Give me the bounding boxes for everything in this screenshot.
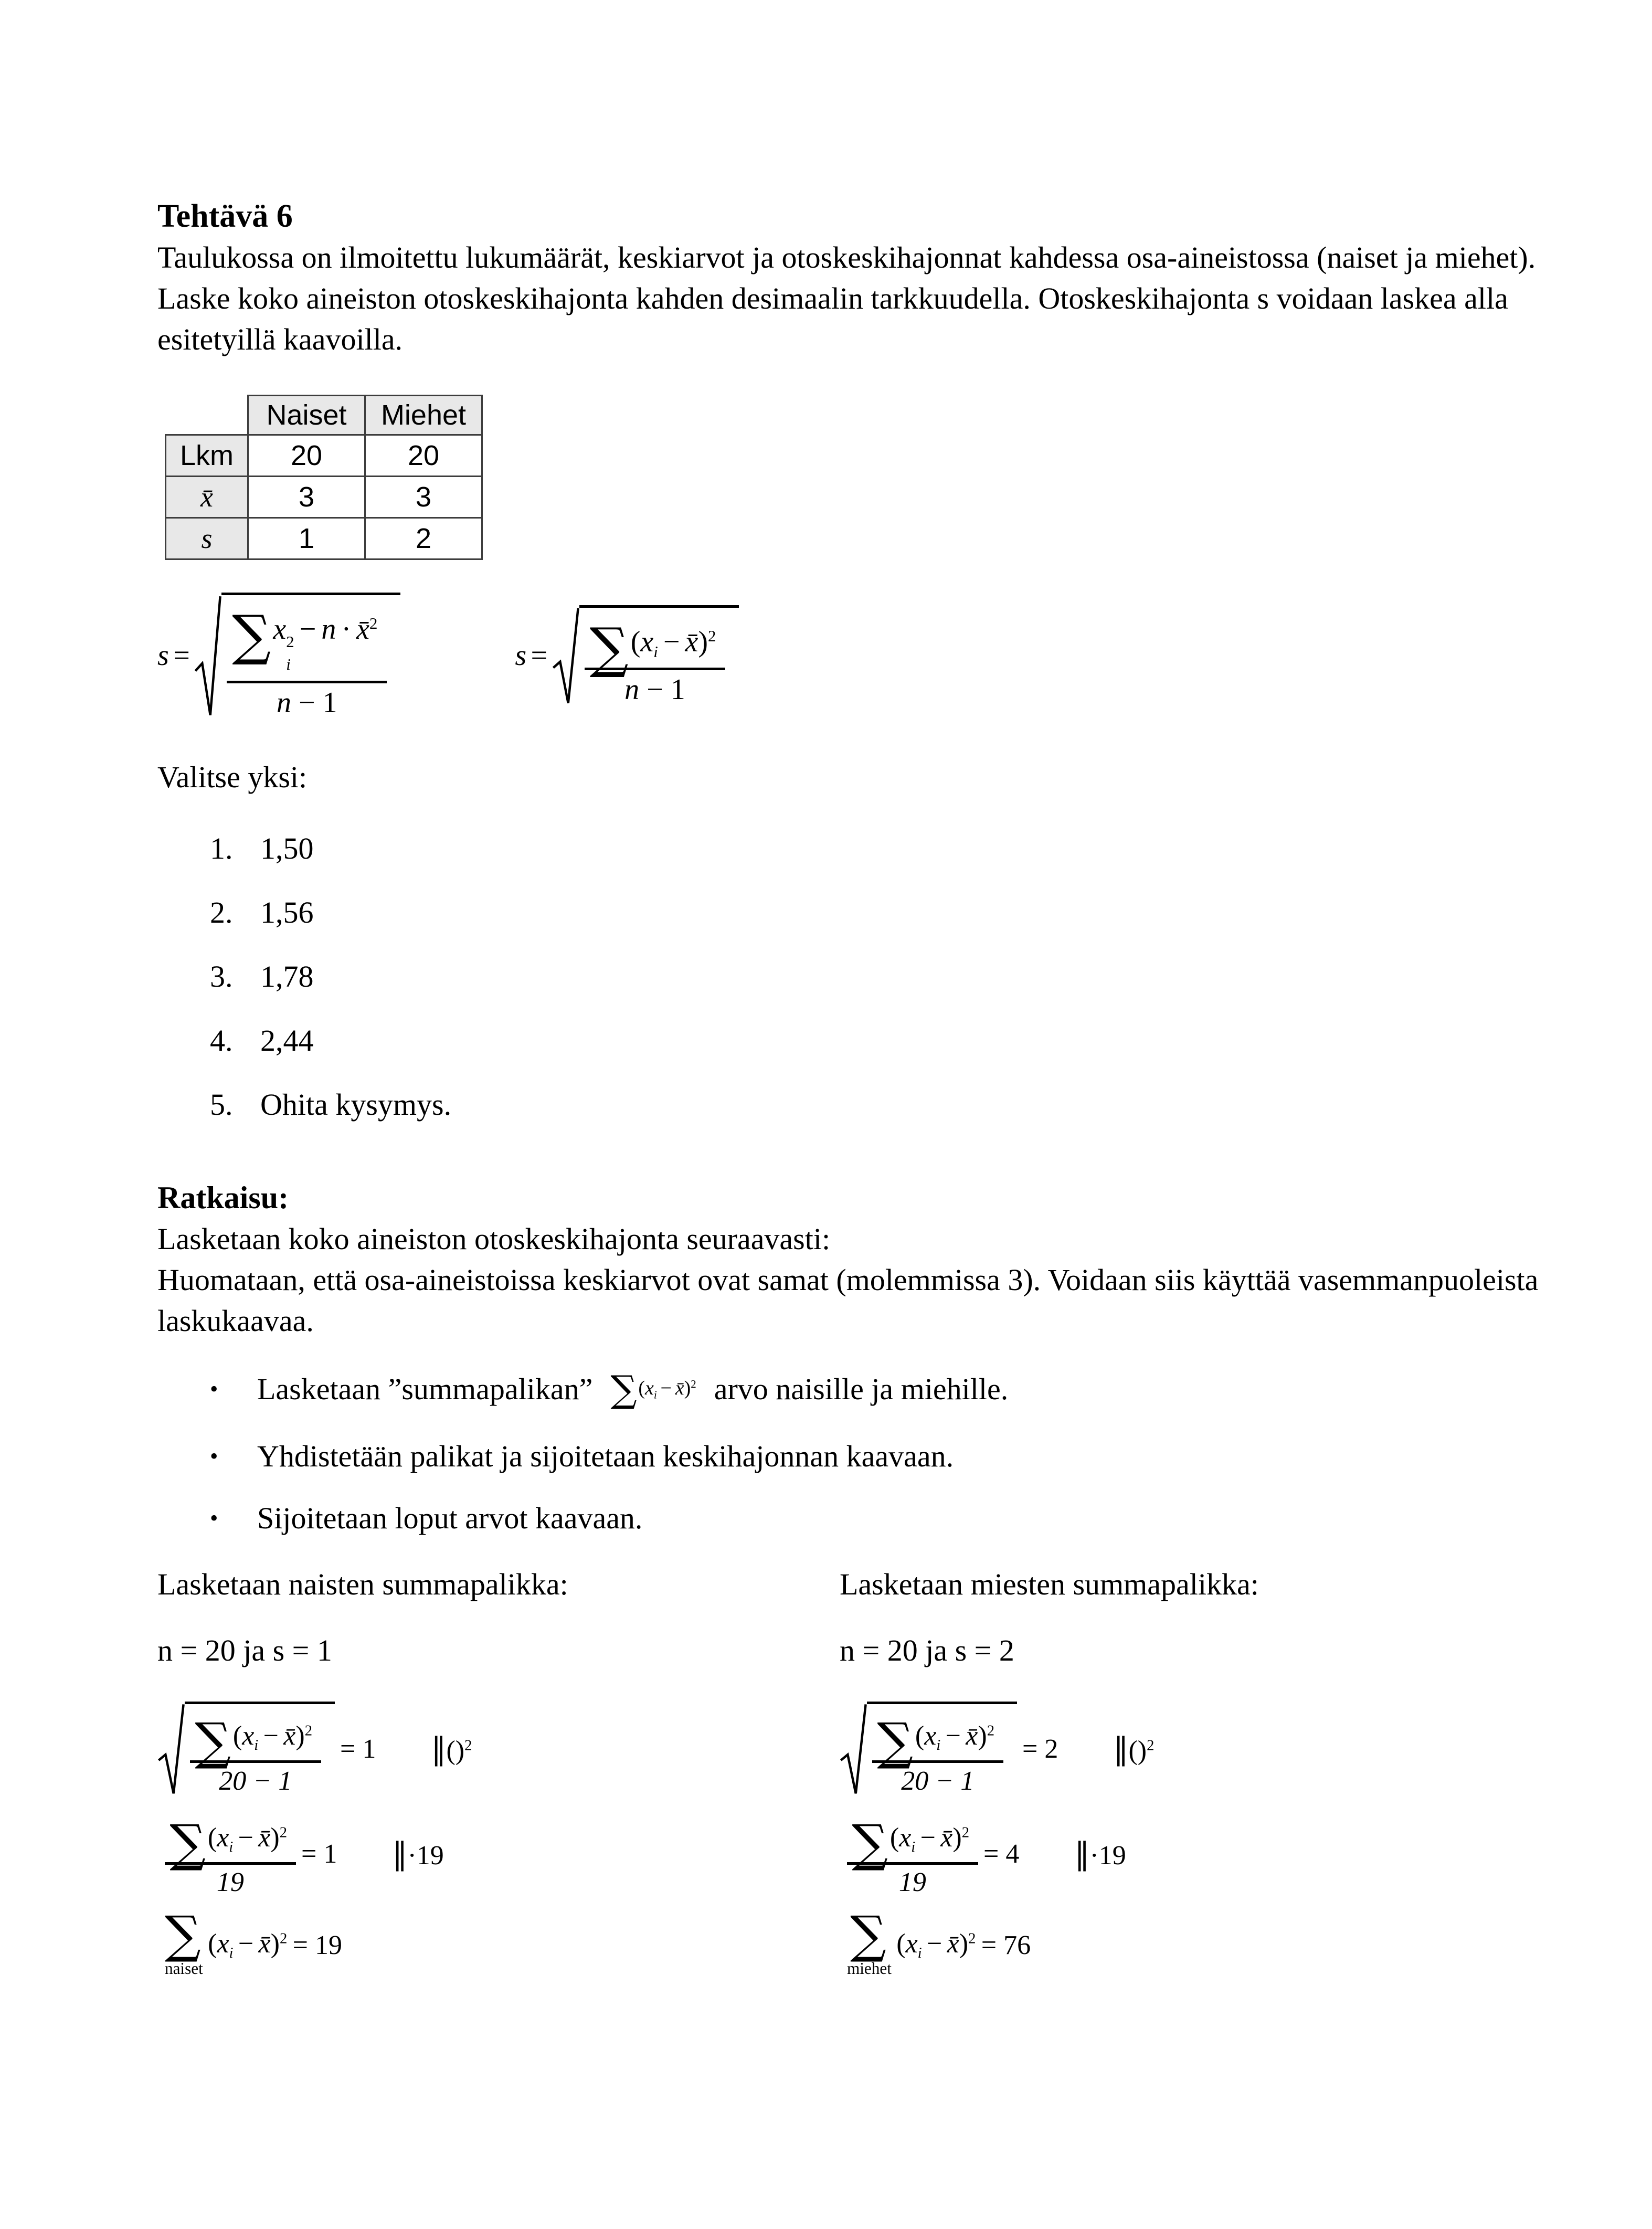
bullet-1-pre: Lasketaan ”summapalikan” xyxy=(257,1372,593,1406)
times-19: ·19 xyxy=(1089,1841,1126,1871)
sum-symbol: ∑ xyxy=(232,604,271,668)
xi-minus-xbar-squared xyxy=(208,1928,287,1962)
numerator xyxy=(585,612,726,680)
equals-sign: = xyxy=(983,1839,999,1869)
var-xbar: x̄ xyxy=(685,626,698,659)
equation-result xyxy=(981,1930,1031,1961)
double-bar: ‖ xyxy=(1113,1731,1129,1767)
choices-prompt: Valitse yksi: xyxy=(157,759,308,794)
times-19: ·19 xyxy=(407,1841,444,1871)
bullet-marker: • xyxy=(210,1376,218,1402)
sum-limit-label: miehet xyxy=(847,1959,892,1978)
equation-result xyxy=(293,1930,342,1961)
var-n: n xyxy=(321,613,336,646)
denominator: 19 xyxy=(165,1862,296,1898)
page-title: Tehtävä 6 xyxy=(157,198,293,234)
cell-sd-naiset: 1 xyxy=(248,518,365,559)
row-label-xbar: x̄ xyxy=(166,477,248,518)
sum-symbol: ∑ xyxy=(877,1712,914,1771)
square-root xyxy=(840,1702,1017,1797)
sub-i: i xyxy=(254,1737,259,1754)
naiset-eq-1 xyxy=(157,1702,840,1797)
right-paren: ) xyxy=(959,1929,969,1959)
multiply-by-19-note xyxy=(1074,1836,1126,1872)
var-x: x xyxy=(644,1377,654,1399)
result-value: 2 xyxy=(1044,1734,1058,1764)
equals-sign: = xyxy=(292,1930,308,1960)
inline-sum-formula: ∑ (xi − x̄)$^2$ xyxy=(610,1364,696,1415)
solution-bullets xyxy=(157,1364,1573,1539)
left-paren: ( xyxy=(638,1377,645,1399)
bullet-1 xyxy=(210,1364,1573,1415)
calculation-columns xyxy=(157,1564,1573,1977)
data-table xyxy=(165,395,483,560)
left-paren: ( xyxy=(896,1929,906,1959)
var-xbar: x̄ xyxy=(966,1721,978,1751)
sub-i: i xyxy=(653,643,658,661)
miehet-eq-2 xyxy=(847,1810,1573,1898)
var-xbar: x̄ xyxy=(283,1721,296,1751)
result-value: 76 xyxy=(1003,1930,1031,1960)
naiset-column xyxy=(157,1564,840,1977)
var-s: s xyxy=(515,639,527,672)
var-xbar: x̄ xyxy=(947,1929,959,1959)
denominator: 20 − 1 xyxy=(190,1760,321,1796)
minus-op: − xyxy=(660,1377,672,1399)
sum-symbol: ∑ xyxy=(195,1712,231,1771)
right-paren: ) xyxy=(978,1721,987,1751)
naiset-heading: Lasketaan naisten summapalikka: xyxy=(157,1567,568,1602)
equation-result xyxy=(983,1839,1019,1869)
sub-i: i xyxy=(653,1388,657,1401)
xi-minus-xbar-squared xyxy=(208,1823,287,1853)
denominator: 19 xyxy=(847,1862,978,1898)
minus-op: − xyxy=(238,1929,254,1959)
numerator xyxy=(872,1708,1003,1771)
table-row-mean xyxy=(166,477,482,518)
right-paren: ) xyxy=(698,626,708,659)
left-paren: ( xyxy=(630,626,641,659)
cell-sd-miehet: 2 xyxy=(365,518,482,559)
sum-symbol: ∑ xyxy=(850,1905,886,1964)
choice-option-4[interactable] xyxy=(210,1020,1573,1061)
miehet-eq-1 xyxy=(840,1702,1573,1797)
sup-2: 2 xyxy=(279,1824,288,1841)
choice-number: 4. xyxy=(210,1023,233,1058)
sup-2: 2 xyxy=(369,615,378,633)
right-paren: ) xyxy=(270,1822,280,1853)
xi-minus-xbar-squared xyxy=(896,1928,976,1962)
left-paren: ( xyxy=(208,1929,217,1959)
bullet-1-post: arvo naisille ja miehille. xyxy=(714,1372,1009,1406)
bullet-2 xyxy=(210,1436,1573,1477)
sub-i: i xyxy=(286,656,291,674)
parens: () xyxy=(1128,1736,1147,1766)
denominator xyxy=(227,681,387,719)
right-paren: ) xyxy=(684,1377,691,1399)
xi-minus-xbar-squared xyxy=(915,1721,995,1754)
formula-row xyxy=(157,593,1573,719)
bullet-marker: • xyxy=(210,1505,218,1531)
choice-option-1[interactable] xyxy=(210,828,1573,869)
minus-one: − 1 xyxy=(647,673,685,706)
fraction xyxy=(165,1810,296,1898)
sup-2: 2 xyxy=(1147,1737,1155,1754)
radical-icon xyxy=(194,593,221,719)
equals-sign: = xyxy=(301,1839,317,1869)
double-bar: ‖ xyxy=(392,1836,408,1872)
minus-op: − xyxy=(238,1822,253,1853)
choice-label: 1,56 xyxy=(260,895,314,929)
var-xbar: x̄ xyxy=(675,1377,684,1399)
equals-sign: = xyxy=(173,639,190,672)
multiply-by-19-note xyxy=(392,1836,443,1872)
table-header-miehet: Miehet xyxy=(365,396,482,435)
sum-symbol: ∑ xyxy=(165,1905,201,1964)
sum-symbol: ∑ xyxy=(852,1813,888,1873)
equals-sign: = xyxy=(981,1930,997,1960)
minus-op: − xyxy=(945,1721,961,1751)
var-xbar: x̄ xyxy=(258,1929,271,1959)
miehet-params: n = 20 ja s = 2 xyxy=(840,1633,1014,1668)
choice-label: 1,50 xyxy=(260,831,314,865)
sup-2: 2 xyxy=(968,1930,976,1947)
numerator xyxy=(227,599,387,681)
var-xbar: x̄ xyxy=(258,1822,271,1853)
var-x: x xyxy=(273,613,287,646)
sum-symbol: ∑ xyxy=(589,617,629,680)
sum-symbol: ∑ xyxy=(170,1813,206,1873)
result-value: 4 xyxy=(1005,1839,1020,1869)
sub-sup-stack xyxy=(286,634,294,673)
numerator xyxy=(847,1810,978,1873)
choice-option-2[interactable] xyxy=(210,892,1573,933)
solution-paragraph-2: Huomataan, että osa-aineistoissa keskiarvot ovat samat (molemmissa 3). Voidaan siis käyttää vasemmanpuoleista laskukaavaa. xyxy=(157,1262,1539,1338)
sub-i: i xyxy=(911,1839,916,1855)
equation-result xyxy=(340,1734,376,1765)
choice-number: 2. xyxy=(210,895,233,929)
left-paren: ( xyxy=(232,1721,242,1751)
result-value: 1 xyxy=(323,1839,337,1869)
minus-op: − xyxy=(663,626,680,659)
naiset-params: n = 20 ja s = 1 xyxy=(157,1633,332,1668)
minus-op: − xyxy=(920,1822,936,1853)
square-root xyxy=(157,1702,335,1797)
bullet-2-text: Yhdistetään palikat ja sijoitetaan keskihajonnan kaavaan. xyxy=(257,1439,954,1474)
choice-option-3[interactable] xyxy=(210,956,1573,997)
naiset-eq-2 xyxy=(165,1810,840,1898)
var-x: x xyxy=(905,1929,918,1959)
cell-mean-naiset: 3 xyxy=(248,477,365,518)
double-bar: ‖ xyxy=(431,1731,447,1767)
bullet-3-text: Sijoitetaan loput arvot kaavaan. xyxy=(257,1501,643,1536)
fraction xyxy=(847,1810,978,1898)
equation-result xyxy=(1022,1734,1058,1765)
var-x: x xyxy=(899,1822,912,1853)
sup-2: 2 xyxy=(691,1377,696,1390)
table-row-sd xyxy=(166,518,482,559)
sum-limit-label: naiset xyxy=(165,1959,203,1978)
sub-i: i xyxy=(917,1945,922,1962)
miehet-eq-3 xyxy=(847,1905,1573,1978)
formula-sd-definition xyxy=(515,605,739,706)
var-xbar: x̄ xyxy=(356,613,370,646)
bullet-3 xyxy=(210,1498,1573,1539)
parens: () xyxy=(446,1736,465,1766)
bullet-marker: • xyxy=(210,1443,218,1470)
equation-result xyxy=(301,1839,337,1869)
sqrt-content xyxy=(185,1702,335,1797)
cell-mean-miehet: 3 xyxy=(365,477,482,518)
miehet-column xyxy=(840,1564,1573,1977)
fraction xyxy=(585,612,726,706)
denominator: 20 − 1 xyxy=(872,1760,1003,1796)
minus-op: − xyxy=(299,613,316,646)
sup-2: 2 xyxy=(279,1930,288,1947)
table-row-lkm xyxy=(166,435,482,477)
numerator xyxy=(190,1708,321,1771)
var-x: x xyxy=(242,1721,255,1751)
choice-label: Ohita kysymys. xyxy=(260,1087,452,1122)
equals-sign: = xyxy=(340,1734,356,1764)
right-paren: ) xyxy=(952,1822,962,1853)
miehet-heading: Lasketaan miesten summapalikka: xyxy=(840,1567,1259,1602)
minus-one: − 1 xyxy=(298,686,337,719)
choice-number: 5. xyxy=(210,1087,233,1122)
xi-minus-xbar-squared xyxy=(630,626,716,661)
numerator xyxy=(165,1810,296,1873)
minus-op: − xyxy=(263,1721,279,1751)
table-header-row xyxy=(166,396,482,435)
sub-i: i xyxy=(936,1737,941,1754)
document-page xyxy=(0,195,1652,1977)
sqrt-content xyxy=(579,605,739,706)
choice-option-5[interactable] xyxy=(210,1084,1573,1125)
cdot-op: · xyxy=(341,613,352,646)
sub-i: i xyxy=(229,1839,234,1855)
sup-2: 2 xyxy=(961,1824,970,1841)
var-n: n xyxy=(624,673,640,706)
both-sides-squared-note xyxy=(1113,1731,1154,1767)
left-paren: ( xyxy=(915,1721,925,1751)
result-value: 1 xyxy=(362,1734,376,1764)
var-xbar: x̄ xyxy=(940,1822,953,1853)
right-paren: ) xyxy=(295,1721,305,1751)
sqrt-content xyxy=(867,1702,1017,1797)
row-label-s: s xyxy=(166,518,248,559)
table-corner-cell xyxy=(166,396,248,435)
bullet-1-text xyxy=(257,1364,1008,1415)
fraction xyxy=(190,1708,321,1797)
choice-number: 1. xyxy=(210,831,233,865)
sub-i: i xyxy=(229,1945,234,1962)
table-header-naiset: Naiset xyxy=(248,396,365,435)
radical-icon xyxy=(157,1702,185,1797)
choice-label: 2,44 xyxy=(260,1023,314,1058)
sum-with-limit xyxy=(847,1905,892,1978)
formula-sd-shortcut xyxy=(157,593,400,719)
equals-sign: = xyxy=(1022,1734,1038,1764)
cell-lkm-naiset: 20 xyxy=(248,435,365,477)
both-sides-squared-note xyxy=(431,1731,472,1767)
denominator xyxy=(585,668,726,706)
double-bar: ‖ xyxy=(1074,1836,1090,1872)
solution-heading: Ratkaisu: xyxy=(157,1180,289,1215)
choice-number: 3. xyxy=(210,959,233,994)
sum-with-limit xyxy=(165,1905,203,1978)
sup-2: 2 xyxy=(708,627,716,646)
choices-list xyxy=(157,828,1573,1125)
equals-sign: = xyxy=(531,639,548,672)
var-x: x xyxy=(217,1929,229,1959)
var-n: n xyxy=(276,686,291,719)
sqrt-content xyxy=(221,593,400,719)
solution-paragraph-1: Lasketaan koko aineiston otoskeskihajonta seuraavasti: xyxy=(157,1221,831,1256)
sup-2: 2 xyxy=(987,1723,995,1739)
left-paren: ( xyxy=(889,1822,899,1853)
sup-2: 2 xyxy=(286,632,294,651)
radical-icon xyxy=(552,605,579,706)
xi-minus-xbar-squared xyxy=(890,1823,969,1853)
naiset-eq-3 xyxy=(165,1905,840,1978)
intro-paragraph: Taulukossa on ilmoitettu lukumäärät, keskiarvot ja otoskeskihajonnat kahdessa osa-aineistossa (naiset ja miehet). Laske koko aineiston otoskeskihajonta kahden desimaalin tarkkuudella. Otoskeskihajonta s voidaan laskea alla esitetyillä kaavoilla. xyxy=(157,240,1536,356)
var-x: x xyxy=(640,626,654,659)
var-x: x xyxy=(924,1721,937,1751)
xi-minus-xbar-squared xyxy=(232,1721,313,1754)
cell-lkm-miehet: 20 xyxy=(365,435,482,477)
square-root xyxy=(552,605,739,706)
left-paren: ( xyxy=(207,1822,217,1853)
radical-icon xyxy=(840,1702,867,1797)
var-x: x xyxy=(217,1822,229,1853)
sup-2: 2 xyxy=(304,1723,313,1739)
fraction xyxy=(227,599,387,719)
right-paren: ) xyxy=(270,1929,280,1959)
minus-op: − xyxy=(926,1929,943,1959)
fraction xyxy=(872,1708,1003,1797)
sup-2: 2 xyxy=(464,1737,472,1754)
row-label-lkm: Lkm xyxy=(166,435,248,477)
xi-minus-xbar-squared xyxy=(638,1364,696,1415)
choice-label: 1,78 xyxy=(260,959,314,994)
square-root xyxy=(194,593,400,719)
var-s: s xyxy=(157,639,169,672)
result-value: 19 xyxy=(314,1930,342,1960)
